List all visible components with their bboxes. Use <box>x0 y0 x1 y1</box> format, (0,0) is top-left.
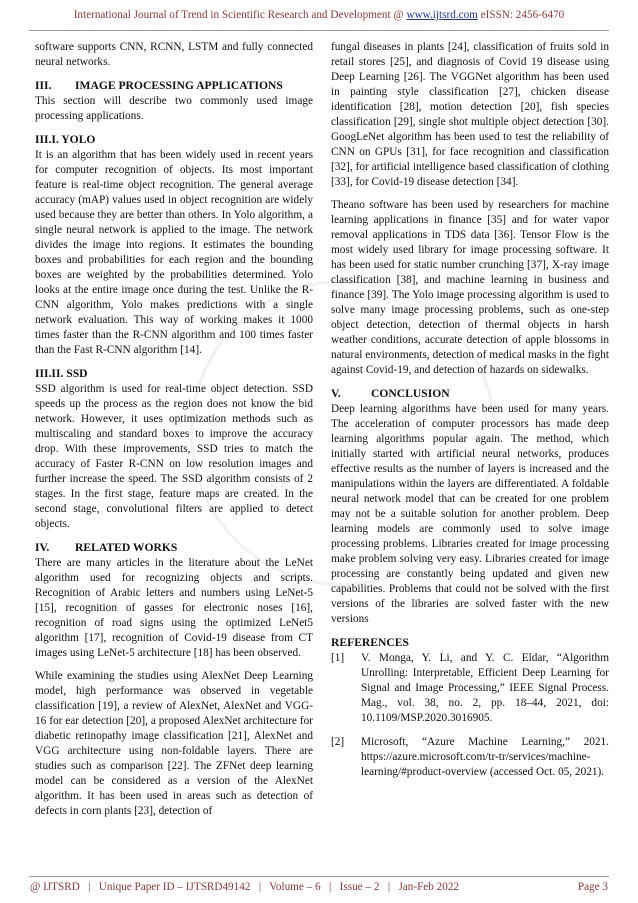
paragraph: software supports CNN, RCNN, LSTM and fully connected neural networks. <box>35 41 313 68</box>
section-heading-3: III. IMAGE PROCESSING APPLICATIONS <box>35 79 283 92</box>
paragraph: While examining the studies using AlexNet Deep Learning model, high performance was observed in vegetable classification [19], a review of AlexNet, AlexNet and VGG-16 for ear detection [20], a proposed AlexNet architecture for diabetic retinopathy image classification [21], AlexNet and VGG architecture using non-foldable layers. There are studies such as comparison [22]. The ZFNet deep learning model can be considered as a version of the AlexNet algorithm. It has been used in areas such as detection of defects in corn plants [23], detection of <box>35 670 313 817</box>
page-number: Page 3 <box>577 881 608 893</box>
subsection-heading-ssd: III.II. SSD <box>35 367 88 380</box>
section-heading-4: IV. RELATED WORKS <box>35 541 178 554</box>
paragraph: It is an algorithm that has been widely used in recent years for computer recognition of objects. Its most important feature is real-time object recognition. The general average accuracy (mAP) values used in object recognition are widely used because they are better than others. In Yolo algorithm, a single neural network is applied to the image. The network divides the image into regions. It estimates the bounding boxes and probabilities for each region and the bounding boxes are weighted by the probabilities determined. Yolo looks at the entire image once during the test. Unlike the R-CNN algorithm, Yolo makes predictions with a single network evaluation. This way of working makes it 1000 times faster than the R-CNN algorithm and 100 times faster than the Fast R-CNN algorithm [14]. <box>35 149 313 356</box>
journal-name: International Journal of Trend in Scientific Research and Development @ <box>73 9 407 21</box>
left-column <box>35 40 313 827</box>
paragraph: fungal diseases in plants [24], classification of fruits sold in retail stores [25], and diagnosis of Covid 19 disease using Deep Learning [26]. The VGGNet algorithm has been used in painting style classification [27], chicken disease identification [28], motion detection [20], fish species classification [29], single shot multiple object detection [30]. GoogLeNet algorithm has been used to test the reliability of CNN on GPUs [31], for face recognition and classification [32], for artificial intelligence based classification of clothing [33], for Covid-19 disease detection [34]. <box>331 41 609 188</box>
footer-info: @ IJTSRD | Unique Paper ID – IJTSRD49142 | Volume – 6 | Issue – 2 | Jan-Feb 2022 <box>30 881 460 893</box>
running-footer <box>30 881 608 893</box>
right-column <box>331 40 609 789</box>
reference-item: [1] V. Monga, Y. Li, and Y. C. Eldar, “Algorithm Unrolling: Interpretable, Efficient Deep Learning for Signal and Image Processing,” IEEE Signal Process. Mag., vol. 38, no. 2, pp. 18–44, 2021, doi: 10.1109/MSP.2020.3016905. <box>331 652 609 724</box>
paragraph: This section will describe two commonly used image processing applications. <box>35 95 313 122</box>
paragraph: Theano software has been used by researchers for machine learning applications in finance [35] and for water vapor removal applications in TDS data [36]. Tensor Flow is the most widely used library for image processing software. It has been used for static number crunching [37], X-ray image classification [38], and machine learning in business and finance [39]. The Yolo image processing algorithm is used to solve many image processing problems, such as one-step object detection, detection of thermal objects in harsh weather conditions, accurate detection of apple blossoms in natural environments, detection of medical masks in the fight against Covid-19, and detection of hazards on sidewalks. <box>331 199 609 376</box>
journal-url-link[interactable]: www.ijtsrd.com <box>406 9 478 21</box>
paragraph: SSD algorithm is used for real-time object detection. SSD speeds up the process as the region does not know the bid network. However, it uses optimization methods such as multiscaling and standard boxes to improve the accuracy drop. With these improvements, SSD tries to match the accuracy of Faster R-CNN on low resolution images and further increase the speed. The SSD algorithm consists of 2 stages. In the first stage, feature maps are created. In the second stage, convolutional filters are applied to detect objects. <box>35 383 313 530</box>
reference-item: [2] Microsoft, “Azure Machine Learning,” 2021. https://azure.microsoft.com/tr-tr/services/machine-learning/#product-overview (accessed Oct. 05, 2021). <box>331 736 609 778</box>
issn: eISSN: 2456-6470 <box>477 9 565 21</box>
header-rule <box>29 30 609 31</box>
paragraph: There are many articles in the literature about the LeNet algorithm used for recognizing objects and scripts. Recognition of Arabic letters and numbers using LeNet-5 [15], recognition of gasses for electronic noses [16], recognition of road signs using the optimized LeNet5 algorithm [17], recognition of Covid-19 disease from CT images using LeNet-5 architecture [18] has been observed. <box>35 557 313 659</box>
running-header <box>0 9 638 21</box>
footer-rule <box>29 876 609 877</box>
references-heading: REFERENCES <box>331 636 409 649</box>
paragraph: Deep learning algorithms have been used for many years. The acceleration of computer processors has made deep learning algorithms popular again. The method, which initially started with artificial neural networks, produces effective results as the number of layers is increased and the manipulations within the layers are differentiated. A foldable neural network model that can be created for one problem may not be a suitable solution for another problem. Deep learning models are commonly used to solve image processing problems. Libraries created for image processing make problem solving very easy. Libraries created for image processing are constantly being updated and given new capabilities. Problems that could not be solved with the first versions of the libraries are solved faster with the new versions <box>331 403 609 625</box>
section-heading-5: V. CONCLUSION <box>331 387 450 400</box>
subsection-heading-yolo: III.I. YOLO <box>35 133 96 146</box>
